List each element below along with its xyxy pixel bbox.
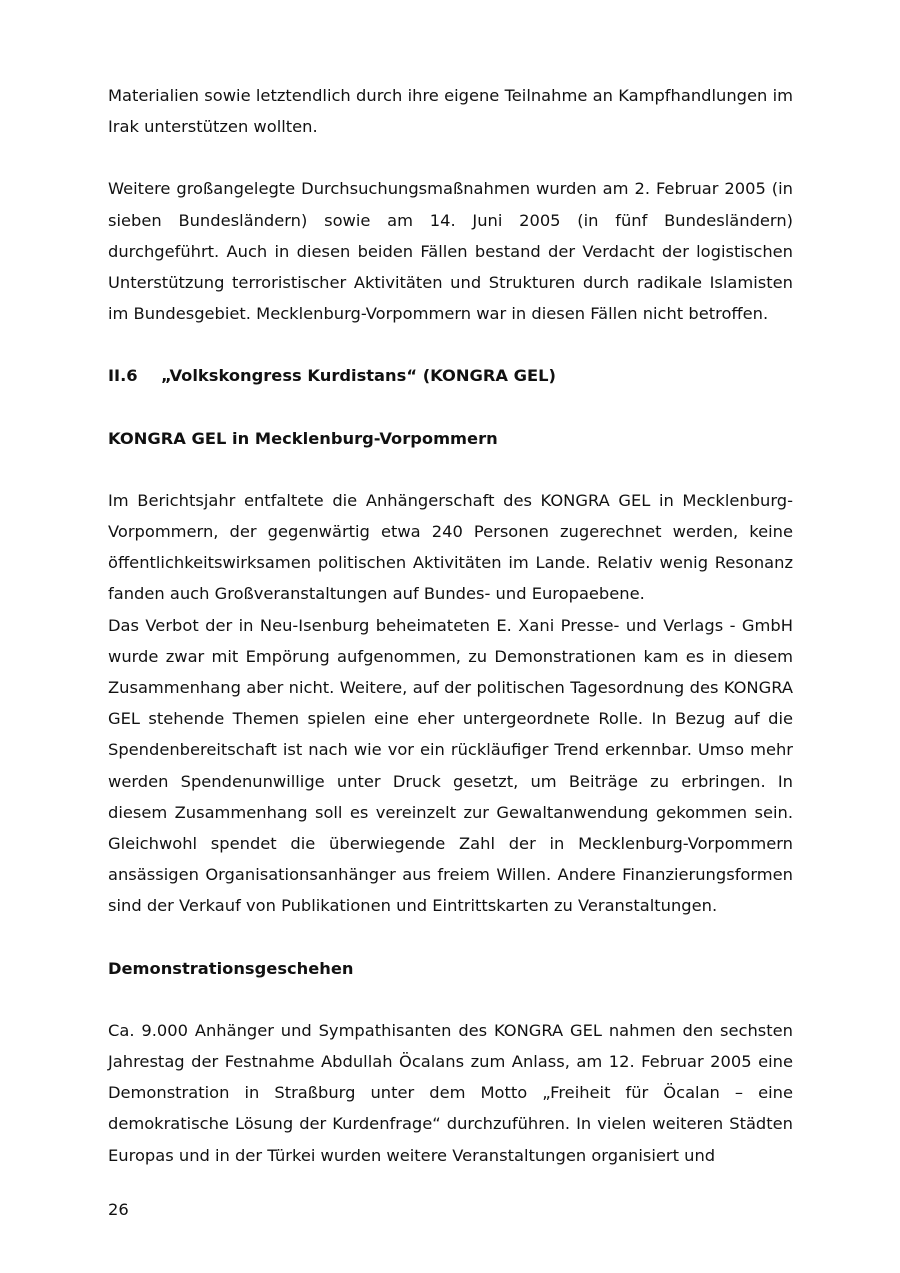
page-content [108, 80, 793, 1171]
paragraph-gap [108, 142, 793, 173]
paragraph-supporters-activity: Im Berichtsjahr entfaltete die Anhängerschaft des KONGRA GEL in Mecklenburg-Vorpommern, der gegenwärtig etwa 240 Personen zugerechnet werden, keine öffentlichkeitswirksamen politischen Aktivitäten im Lande. Relativ wenig Resonanz fanden auch Großveranstaltungen auf Bundes- und Europaebene. [108, 490, 793, 604]
page-number: 26 [108, 1200, 129, 1219]
paragraph-search-measures: Weitere großangelegte Durchsuchungsmaßnahmen wurden am 2. Februar 2005 (in sieben Bundesländern) sowie am 14. Juni 2005 (in fünf Bundesländern) durchgeführt. Auch in diesen beiden Fällen bestand der Verdacht der logistischen Unterstützung terroristischer Aktivitäten und Strukturen durch radikale Islamisten im Bundesgebiet. Mecklenburg-Vorpommern war in diesen Fällen nicht betroffen. [108, 179, 793, 324]
section-number: II.6 [108, 366, 138, 386]
subheading-demonstrations: Demonstrationsgeschehen [108, 958, 354, 978]
paragraph-gap [108, 392, 793, 423]
section-title: „Volkskongress Kurdistans“ (KONGRA GEL) [161, 366, 556, 386]
paragraph-gap [108, 922, 793, 953]
paragraph-strasbourg-demo: Ca. 9.000 Anhänger und Sympathisanten des KONGRA GEL nahmen den sechsten Jahrestag der Festnahme Abdullah Öcalans zum Anlass, am 12. Februar 2005 eine Demonstration in Straßburg unter dem Motto „Freiheit für Öcalan – eine demokratische Lösung der Kurdenfrage“ durchzuführen. In vielen weiteren Städten Europas und in der Türkei wurden weitere Veranstaltungen organisiert und [108, 1020, 793, 1165]
subheading-kongra-mv: KONGRA GEL in Mecklenburg-Vorpommern [108, 428, 498, 448]
paragraph-gap [108, 454, 793, 485]
paragraph-iraq-support: Materialien sowie letztendlich durch ihre eigene Teilnahme an Kampfhandlungen im Irak unterstützen wollten. [108, 86, 793, 137]
section-heading [108, 360, 793, 391]
paragraph-gap [108, 984, 793, 1015]
paragraph-gap [108, 329, 793, 360]
paragraph-publisher-ban: Das Verbot der in Neu-Isenburg beheimateten E. Xani Presse- und Verlags - GmbH wurde zwar mit Empörung aufgenommen, zu Demonstrationen kam es in diesem Zusammenhang aber nicht. Weitere, auf der politischen Tagesordnung des KONGRA GEL stehende Themen spielen eine eher untergeordnete Rolle. In Bezug auf die Spendenbereitschaft ist nach wie vor ein rückläufiger Trend erkennbar. Umso mehr werden Spendenunwillige unter Druck gesetzt, um Beiträge zu erbringen. In diesem Zusammenhang soll es vereinzelt zur Gewaltanwendung gekommen sein. Gleichwohl spendet die überwiegende Zahl der in Mecklenburg-Vorpommern ansässigen Organisationsanhänger aus freiem Willen. Andere Finanzierungsformen sind der Verkauf von Publikationen und Eintrittskarten zu Veranstaltungen. [108, 615, 793, 916]
